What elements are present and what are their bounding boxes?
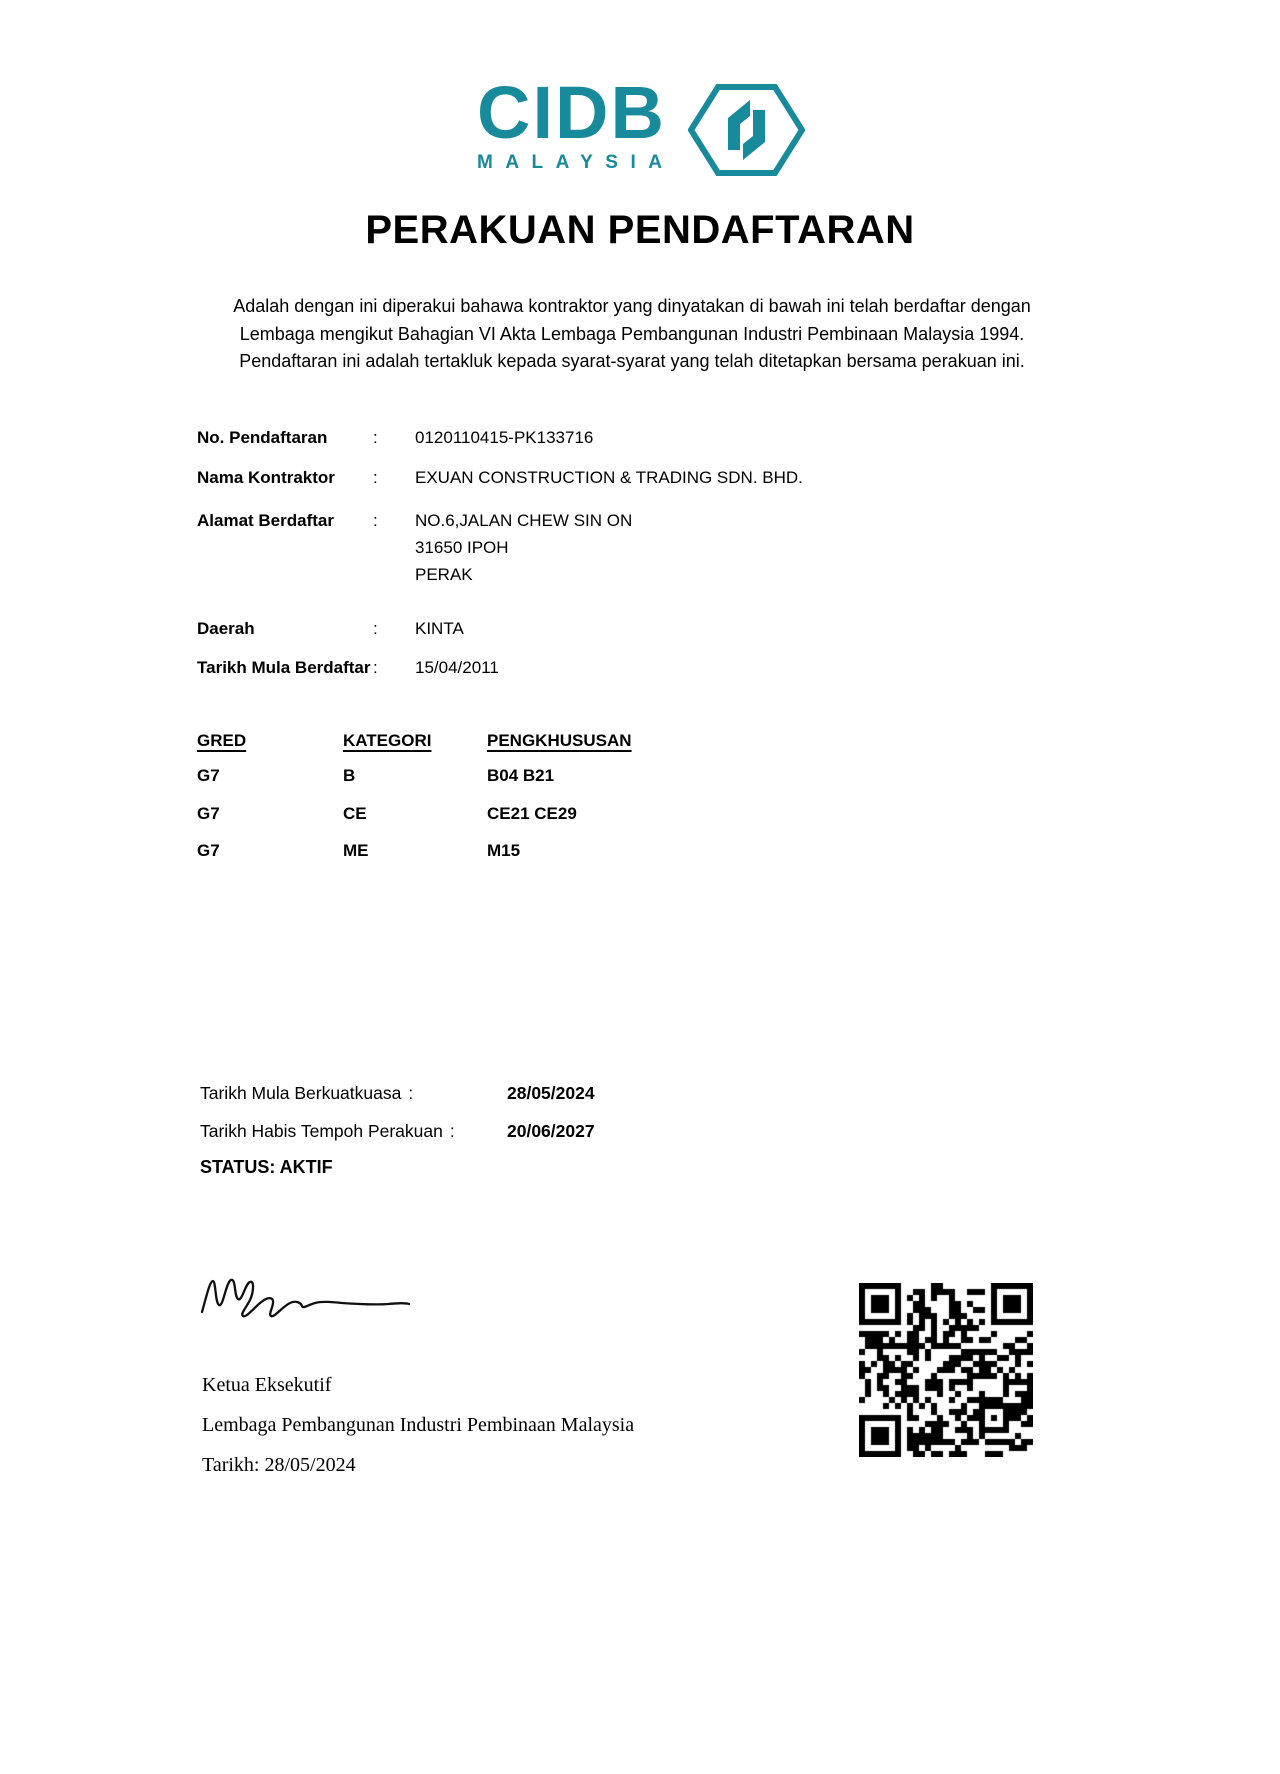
field-value: EXUAN CONSTRUCTION & TRADING SDN. BHD. [415,468,803,487]
field-value: 15/04/2011 [415,658,499,677]
issue-date-line: Tarikh: 28/05/2024 [202,1454,356,1476]
field-value: KINTA [415,619,464,638]
cell-gred: G7 [197,766,220,785]
organization-name: Lembaga Pembangunan Industri Pembinaan Malaysia [202,1414,635,1436]
field-value: 20/06/2027 [507,1121,595,1141]
field-separator: : [373,619,378,638]
field-separator: : [449,1121,455,1141]
field-label: Tarikh Mula Berdaftar [197,658,371,677]
status-line: STATUS: AKTIF [200,1157,333,1177]
column-header-gred: GRED [197,731,247,750]
address-line-3: PERAK [415,565,473,584]
field-label: No. Pendaftaran [197,428,328,447]
field-separator: : [373,658,378,677]
column-header-pengkhususan: PENGKHUSUSAN [487,731,632,750]
field-label: Tarikh Mula Berkuatkuasa [200,1083,402,1103]
signatory-title: Ketua Eksekutif [202,1374,332,1396]
field-label: Daerah [197,619,255,638]
field-value: 0120110415-PK133716 [415,428,594,447]
address-line-1: NO.6,JALAN CHEW SIN ON [415,511,633,530]
cidb-logo-wordmark: CIDB [477,71,666,154]
qr-code [859,1283,1033,1457]
page-title: PERAKUAN PENDAFTARAN [365,208,915,252]
cidb-logo [477,71,805,181]
cell-gred: G7 [197,841,220,860]
field-value: 28/05/2024 [507,1083,595,1103]
field-label: Nama Kontraktor [197,468,335,487]
cell-pengkhususan: M15 [487,841,521,860]
field-tarikh-mula-berkuatkuasa [200,1080,900,1107]
cidb-hexagon-icon [688,84,805,181]
field-label: Tarikh Habis Tempoh Perakuan [200,1121,443,1141]
cell-gred: G7 [197,804,220,823]
field-tarikh-mula-berdaftar [197,654,1097,681]
cell-pengkhususan: B04 B21 [487,766,555,785]
field-separator: : [373,468,378,487]
field-tarikh-habis-tempoh [200,1118,900,1145]
field-value [415,507,632,588]
cell-pengkhususan: CE21 CE29 [487,804,577,823]
column-header-kategori: KATEGORI [343,731,432,750]
field-daerah [197,615,1097,642]
field-no-pendaftaran [197,424,1097,451]
cidb-logo-malaysia-label: MALAYSIA [477,152,675,173]
field-separator: : [408,1083,414,1103]
intro-line-3: Pendaftaran ini adalah tertakluk kepada syarat-syarat yang telah ditetapkan bersama perakuan ini. [239,351,1025,371]
cell-kategori: CE [343,804,367,823]
cell-kategori: B [343,766,356,785]
field-label: Alamat Berdaftar [197,511,334,530]
cidb-logo-text-block [477,71,675,174]
field-separator: : [373,511,378,530]
intro-line-1: Adalah dengan ini diperakui bahawa kontraktor yang dinyatakan di bawah ini telah berdaftar dengan [233,296,1031,316]
intro-line-2: Lembaga mengikut Bahagian VI Akta Lembaga Pembangunan Industri Pembinaan Malaysia 1994. [239,323,1025,344]
address-line-2: 31650 IPOH [415,538,509,557]
signature [198,1272,413,1327]
field-separator: : [373,428,378,447]
field-alamat-berdaftar [197,507,1097,584]
cell-kategori: ME [343,841,369,860]
field-nama-kontraktor [197,464,1097,491]
intro-paragraph [172,293,1092,376]
